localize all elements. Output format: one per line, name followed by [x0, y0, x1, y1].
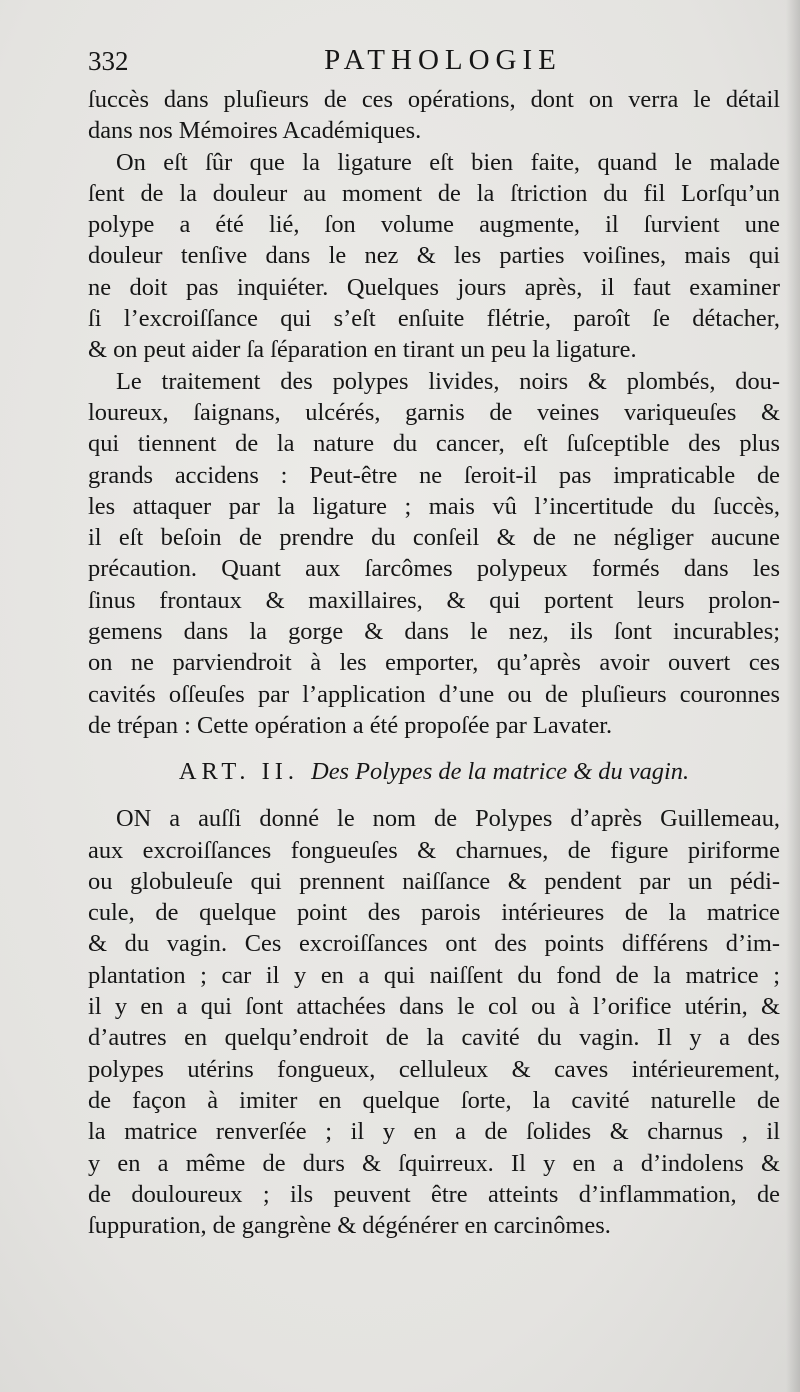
text-line: y en a même de durs & ſquirreux. Il y en a d’indolens & [88, 1149, 780, 1177]
text-line: on ne parviendroit à les emporter, qu’après avoir ouvert ces [88, 649, 780, 677]
text-line: & du vagin. Ces excroiſſances ont des points différens d’im- [88, 930, 780, 958]
section-heading [88, 753, 780, 791]
text-line: ſi l’excroiſſance qui s’eſt enſuite flétrie, paroît ſe détacher, [88, 305, 780, 333]
text-line: la matrice renverſée ; il y en a de ſolides & charnus , il [88, 1118, 780, 1146]
text-line: dans nos Mémoires Académiques. [88, 117, 422, 145]
text-line: ſinus frontaux & maxillaires, & qui portent leurs prolon- [88, 586, 780, 614]
page-number: 332 [88, 46, 129, 76]
text-line: cavités oſſeuſes par l’application d’une ou de pluſieurs couronnes [88, 680, 780, 708]
text-line: ON a auſſi donné le nom de Polypes d’après Guillemeau, [116, 805, 780, 833]
text-line: ſuppuration, de gangrène & dégénérer en carcinômes. [88, 1212, 611, 1240]
text-line: & on peut aider ſa ſéparation en tirant un peu la ligature. [88, 336, 637, 364]
section-title: Des Polypes de la matrice & du vagin. [311, 758, 690, 786]
text-line: de façon à imiter en quelque ſorte, la cavité naturelle de [88, 1086, 780, 1114]
spacer [88, 741, 780, 751]
text-line: grands accidens : Peut-être ne ſeroit-il pas impraticable de [88, 461, 780, 489]
text-line: ſent de la douleur au moment de la ſtriction du fil Lorſqu’un [88, 179, 780, 207]
text-line: d’autres en quelqu’endroit de la cavité du vagin. Il y a des [88, 1024, 780, 1052]
text-line: loureux, ſaignans, ulcérés, garnis de veines variqueuſes & [88, 398, 780, 426]
section-label: ART. II. [178, 758, 299, 786]
text-line: cule, de quelque point des parois intérieures de la matrice [88, 899, 780, 927]
text-line: il eſt beſoin de prendre du conſeil & de ne négliger aucune [88, 524, 780, 552]
text-line: On eſt ſûr que la ligature eſt bien faite, quand le malade [116, 148, 780, 176]
page-edge-shadow [786, 0, 800, 1392]
text-line: polype a été lié, ſon volume augmente, il ſurvient une [88, 211, 780, 239]
text-line: polypes utérins fongueux, celluleux & caves intérieurement, [88, 1055, 780, 1083]
text-line: il y en a qui ſont attachées dans le col ou à l’orifice utérin, & [88, 993, 780, 1021]
text-line: douleur tenſive dans le nez & les parties voiſines, mais qui [88, 242, 780, 270]
page-header [88, 44, 768, 84]
text-line: ne doit pas inquiéter. Quelques jours après, il faut examiner [88, 273, 780, 301]
text-line: précaution. Quant aux ſarcômes polypeux formés dans les [88, 555, 780, 583]
text-line: qui tiennent de la nature du cancer, eſt ſuſceptible des plus [88, 430, 780, 458]
text-line: de douloureux ; ils peuvent être atteints d’inflammation, de [88, 1180, 780, 1208]
text-line: Le traitement des polypes livides, noirs & plombés, dou- [116, 367, 780, 395]
text-line: ou globuleuſe qui prennent naiſſance & pendent par un pédi- [88, 867, 780, 895]
body-text [88, 84, 780, 1241]
text-line: aux excroiſſances fongueuſes & charnues, de figure piriforme [88, 836, 780, 864]
text-line: gemens dans la gorge & dans le nez, ils ſont incurables; [88, 618, 780, 646]
text-line: de trépan : Cette opération a été propoſée par Lavater. [88, 711, 613, 739]
text-line: les attaquer par la ligature ; mais vû l’incertitude du ſuccès, [88, 492, 780, 520]
text-line: ſuccès dans pluſieurs de ces opérations, dont on verra le détail [88, 86, 780, 113]
text-line: plantation ; car il y en a qui naiſſent du fond de la matrice ; [88, 961, 780, 989]
running-head: PATHOLOGIE [324, 44, 562, 76]
